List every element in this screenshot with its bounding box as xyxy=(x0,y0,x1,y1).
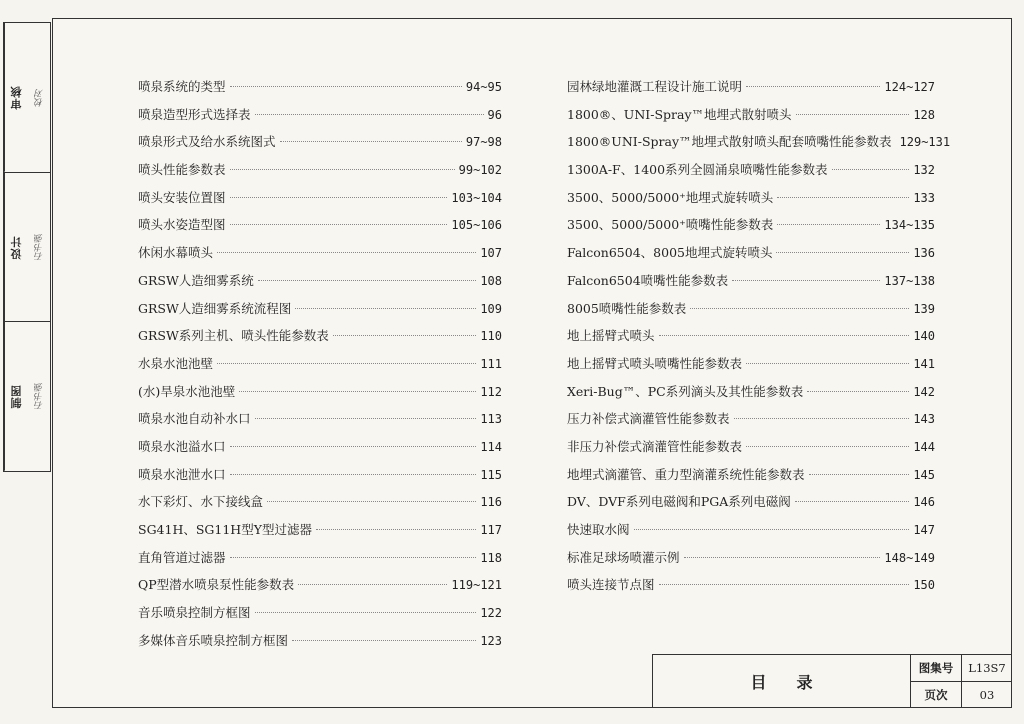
toc-entry[interactable] xyxy=(138,350,502,378)
toc-entry[interactable] xyxy=(567,211,935,239)
toc-entry-title: 标准足球场喷灌示例 xyxy=(567,549,680,565)
toc-entry-title: 音乐喷泉控制方框图 xyxy=(138,605,251,621)
toc-entry[interactable] xyxy=(138,184,502,212)
toc-entry-title: 非压力补偿式滴灌管性能参数表 xyxy=(567,438,743,454)
toc-entry[interactable] xyxy=(138,599,502,627)
toc-leader-dots xyxy=(316,529,476,530)
toc-leader-dots xyxy=(295,308,476,309)
toc-entry[interactable] xyxy=(138,295,502,323)
signature-role: 审核 xyxy=(4,23,29,172)
page-value: 03 xyxy=(979,688,995,702)
toc-entry-page: 143 xyxy=(913,412,935,427)
toc-entry[interactable] xyxy=(138,101,502,129)
toc-entry[interactable] xyxy=(567,350,935,378)
toc-entry[interactable] xyxy=(567,295,935,323)
atlas-value: L13S7 xyxy=(968,661,1006,675)
toc-entry-title: 喷泉系统的类型 xyxy=(138,79,226,94)
toc-leader-dots xyxy=(292,640,476,641)
toc-entry[interactable] xyxy=(138,322,502,350)
toc-left-column xyxy=(138,73,502,654)
toc-entry-title: SG41H、SG11H型Y型过滤器 xyxy=(138,522,312,537)
toc-entry[interactable] xyxy=(567,156,935,184)
toc-entry-page: 113 xyxy=(480,412,502,427)
toc-entry[interactable] xyxy=(138,433,502,461)
toc-entry-title: Falcon6504、8005地埋式旋转喷头 xyxy=(567,245,773,261)
toc-entry[interactable] xyxy=(138,516,502,544)
toc-entry-page: 133 xyxy=(913,190,935,205)
toc-leader-dots xyxy=(795,501,910,502)
toc-entry[interactable] xyxy=(138,544,502,572)
toc-entry[interactable] xyxy=(138,73,502,101)
toc-leader-dots xyxy=(807,391,909,392)
toc-entry-title: 喷头连接节点图 xyxy=(567,577,655,593)
toc-entry-page: 140 xyxy=(913,329,935,344)
toc-leader-dots xyxy=(239,391,476,392)
toc-entry[interactable] xyxy=(567,101,935,129)
toc-leader-dots xyxy=(280,141,462,142)
toc-entry[interactable] xyxy=(138,571,502,599)
toc-entry-title: 喷头水姿造型图 xyxy=(138,217,226,233)
toc-leader-dots xyxy=(230,86,462,87)
toc-entry-page: 119~121 xyxy=(451,578,502,593)
toc-entry-page: 107 xyxy=(480,246,502,261)
toc-entry[interactable] xyxy=(567,184,935,212)
toc-entry[interactable] xyxy=(138,627,502,655)
toc-entry-title: DV、DVF系列电磁阀和PGA系列电磁阀 xyxy=(567,494,791,510)
toc-entry-page: 97~98 xyxy=(465,135,502,150)
toc-entry[interactable] xyxy=(138,488,502,516)
toc-leader-dots xyxy=(217,252,476,253)
toc-entry-title: 喷泉形式及给水系统图式 xyxy=(138,134,276,150)
toc-entry[interactable] xyxy=(567,516,935,544)
signature-name: 石书强 xyxy=(35,383,45,411)
toc-entry[interactable] xyxy=(567,433,935,461)
toc-leader-dots xyxy=(230,224,448,225)
toc-entry-title: 水下彩灯、水下接线盒 xyxy=(138,494,264,510)
toc-leader-dots xyxy=(255,114,484,115)
toc-entry-title: GRSW人造细雾系统流程图 xyxy=(138,300,292,316)
toc-entry-page: 142 xyxy=(913,384,935,399)
toc-entry-page: 118 xyxy=(480,550,502,565)
toc-entry-page: 134~135 xyxy=(884,218,935,233)
toc-entry-title: 快速取水阀 xyxy=(567,522,630,537)
toc-leader-dots xyxy=(255,612,477,613)
toc-entry-page: 129~131 xyxy=(899,135,951,150)
toc-entry-page: 94~95 xyxy=(465,80,502,94)
toc-leader-dots xyxy=(746,86,880,87)
toc-entry-page: 144 xyxy=(913,439,935,454)
page-row xyxy=(911,682,1012,708)
toc-leader-dots xyxy=(659,335,910,336)
toc-entry[interactable] xyxy=(138,239,502,267)
toc-entry-title: 地上摇臂式喷头 xyxy=(567,328,655,344)
signature-role: 设计 xyxy=(4,173,29,322)
signature-strip xyxy=(3,22,51,472)
toc-leader-dots xyxy=(634,529,910,530)
toc-entry-page: 103~104 xyxy=(451,190,502,205)
toc-entry-page: 147 xyxy=(913,523,935,537)
toc-leader-dots xyxy=(734,418,910,419)
toc-entry-title: QP型潜水喷泉泵性能参数表 xyxy=(138,577,295,593)
toc-entry[interactable] xyxy=(567,405,935,433)
toc-entry-title: 直角管道过滤器 xyxy=(138,549,226,565)
toc-leader-dots xyxy=(230,197,448,198)
signature-name: 校对 xyxy=(35,88,45,107)
toc-entry-title: 3500、5000/5000⁺喷嘴性能参数表 xyxy=(567,217,774,233)
toc-entry-page: 96 xyxy=(487,107,502,122)
toc-leader-dots xyxy=(690,308,909,309)
toc-entry-page: 124~127 xyxy=(884,80,935,94)
toc-leader-dots xyxy=(230,557,477,558)
toc-entry-page: 148~149 xyxy=(884,550,935,565)
toc-entry[interactable] xyxy=(567,267,935,295)
toc-entry-page: 110 xyxy=(480,329,502,344)
page-label: 页次 xyxy=(911,682,962,708)
toc-entry-title: GRSW系列主机、喷头性能参数表 xyxy=(138,328,329,344)
toc-entry-title: 休闲水幕喷头 xyxy=(138,245,214,261)
toc-entry[interactable] xyxy=(567,378,935,406)
toc-leader-dots xyxy=(230,169,455,170)
toc-entry-title: 喷头安装位置图 xyxy=(138,189,226,205)
signature-cell xyxy=(4,322,50,471)
toc-leader-dots xyxy=(230,446,477,447)
toc-entry-page: 136 xyxy=(913,246,935,261)
toc-entry-title: 喷泉水池自动补水口 xyxy=(138,411,251,427)
toc-entry-page: 123 xyxy=(480,633,502,648)
toc-entry[interactable] xyxy=(138,461,502,489)
toc-entry[interactable] xyxy=(567,322,935,350)
toc-entry-page: 150 xyxy=(913,578,935,593)
toc-entry-page: 109 xyxy=(480,301,502,316)
toc-entry-page: 132 xyxy=(913,163,935,178)
toc-leader-dots xyxy=(684,557,881,558)
toc-entry-page: 141 xyxy=(913,356,935,371)
toc-leader-dots xyxy=(258,280,477,281)
toc-entry-title: 水泉水池池壁 xyxy=(138,355,214,371)
toc-entry-title: 1800®UNI-Spray™地埋式散射喷头配套喷嘴性能参数表 xyxy=(567,134,892,150)
toc-leader-dots xyxy=(809,474,910,475)
toc-entry-title: GRSW人造细雾系统 xyxy=(138,272,254,288)
toc-leader-dots xyxy=(796,114,910,115)
toc-entry-title: Xeri-Bug™、PC系列滴头及其性能参数表 xyxy=(567,383,804,399)
toc-entry-title: 喷泉水池溢水口 xyxy=(138,438,226,454)
toc-entry[interactable] xyxy=(567,571,935,599)
signature-role: 制图 xyxy=(4,322,29,471)
atlas-label: 图集号 xyxy=(911,655,962,681)
toc-entry[interactable] xyxy=(567,73,935,101)
toc-leader-dots xyxy=(333,335,477,336)
toc-entry-page: 115 xyxy=(480,467,502,482)
toc-entry-title: 地上摇臂式喷头喷嘴性能参数表 xyxy=(567,355,743,371)
signature-name: 石书强 xyxy=(35,233,45,261)
toc-entry-page: 105~106 xyxy=(451,218,502,233)
toc-leader-dots xyxy=(776,252,909,253)
toc-entry-page: 108 xyxy=(480,273,502,288)
toc-entry-title: 1300A-F、1400系列全圆涌泉喷嘴性能参数表 xyxy=(567,162,828,178)
toc-leader-dots xyxy=(298,584,447,585)
toc-entry-page: 137~138 xyxy=(884,273,935,288)
toc-entry[interactable] xyxy=(138,156,502,184)
toc-entry[interactable] xyxy=(138,378,502,406)
toc-leader-dots xyxy=(746,446,909,447)
toc-leader-dots xyxy=(230,474,477,475)
toc-entry-page: 99~102 xyxy=(458,163,502,178)
toc-entry-page: 139 xyxy=(913,301,935,316)
toc-entry-title: 压力补偿式滴灌管性能参数表 xyxy=(567,411,730,427)
toc-leader-dots xyxy=(267,501,476,502)
toc-leader-dots xyxy=(217,363,476,364)
toc-leader-dots xyxy=(832,169,910,170)
toc-leader-dots xyxy=(659,584,910,585)
toc-entry[interactable] xyxy=(138,128,502,156)
toc-entry-title: (水)旱泉水池池壁 xyxy=(138,383,236,399)
toc-entry-page: 145 xyxy=(913,467,935,482)
toc-entry-page: 122 xyxy=(480,606,502,621)
toc-entry-title: 1800®、UNI-Spray™地埋式散射喷头 xyxy=(567,106,792,122)
toc-entry-page: 128 xyxy=(913,107,935,122)
toc-entry[interactable] xyxy=(567,461,935,489)
toc-entry-title: 地埋式滴灌管、重力型滴灌系统性能参数表 xyxy=(567,466,805,482)
toc-entry[interactable] xyxy=(567,544,935,572)
title-block xyxy=(652,654,1012,708)
toc-entry-page: 146 xyxy=(913,495,935,510)
title-block-side xyxy=(911,655,1012,708)
toc-entry-page: 111 xyxy=(480,356,502,371)
signature-cell xyxy=(4,173,50,323)
toc-entry-page: 112 xyxy=(480,384,502,399)
toc-right-column xyxy=(567,73,951,599)
toc-entry-page: 116 xyxy=(480,495,502,510)
toc-entry-title: 喷头性能参数表 xyxy=(138,162,226,178)
toc-entry-title: 园林绿地灌溉工程设计施工说明 xyxy=(567,79,743,94)
toc-entry-page: 117 xyxy=(480,523,502,537)
toc-entry-title: 喷泉造型形式选择表 xyxy=(138,106,251,122)
toc-entry[interactable] xyxy=(138,405,502,433)
toc-entry[interactable] xyxy=(567,239,935,267)
atlas-row xyxy=(911,655,1012,682)
signature-cell xyxy=(4,23,50,173)
toc-entry-title: 8005喷嘴性能参数表 xyxy=(567,300,687,316)
toc-leader-dots xyxy=(255,418,477,419)
toc-entry[interactable] xyxy=(567,488,935,516)
toc-leader-dots xyxy=(777,224,880,225)
toc-leader-dots xyxy=(746,363,909,364)
toc-entry-title: 多媒体音乐喷泉控制方框图 xyxy=(138,632,289,648)
toc-entry-title: 喷泉水池泄水口 xyxy=(138,466,226,482)
toc-entry-title: 3500、5000/5000⁺地埋式旋转喷头 xyxy=(567,189,774,205)
toc-entry[interactable] xyxy=(138,211,502,239)
toc-entry-page: 114 xyxy=(480,439,502,454)
toc-entry[interactable] xyxy=(567,128,951,156)
toc-entry[interactable] xyxy=(138,267,502,295)
toc-entry-title: Falcon6504喷嘴性能参数表 xyxy=(567,272,729,288)
toc-leader-dots xyxy=(732,280,880,281)
title-block-title: 目录 xyxy=(653,655,911,708)
toc-leader-dots xyxy=(777,197,909,198)
